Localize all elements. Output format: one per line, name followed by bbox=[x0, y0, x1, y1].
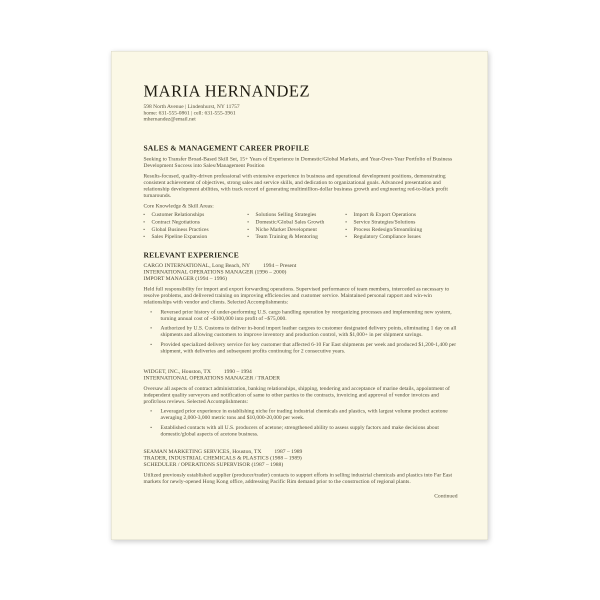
bullet-icon: ▪ bbox=[247, 234, 249, 239]
job-title: TRADER, INDUSTRIAL CHEMICALS & PLASTICS (1988 – 1989) bbox=[143, 454, 302, 461]
candidate-name: MARIA HERNANDEZ bbox=[143, 82, 311, 101]
skills-column-1 bbox=[144, 211, 248, 240]
skill-item bbox=[248, 226, 346, 233]
skill-item bbox=[144, 233, 248, 240]
job-title: SCHEDULER / OPERATIONS SUPERVISOR (1987 – 1988) bbox=[143, 461, 284, 468]
contact-phones: home: 631-555-0861 | cell: 631-555-3961 bbox=[143, 109, 236, 116]
skill-item bbox=[144, 226, 248, 233]
skill-item-label: Sales Pipeline Expansion bbox=[151, 233, 208, 240]
job-description: Held full responsibility for import and export forwarding operations. Supervised performance of team members, interceded as necessary to resolve problems, and delivered training on improving efficiencies and customer service. Maintained personal rapport and win-win relationships with vendor and clients. Selected Accomplishments: bbox=[143, 286, 450, 305]
bullet-icon: ▪ bbox=[345, 212, 347, 217]
company-line bbox=[144, 262, 458, 269]
skills-label: Core Knowledge & Skill Areas: bbox=[143, 202, 214, 209]
bullet-icon: ▪ bbox=[150, 309, 152, 314]
bullet-icon: ▪ bbox=[345, 219, 347, 224]
job-bullet-text: Established contacts with all U.S. producers of acetone; strengthened ability to assess supply factors and make decisions about domestic/global aspects of acetone business. bbox=[160, 424, 439, 437]
skill-item-label: Contract Negotiations bbox=[151, 218, 200, 225]
skill-item-label: Import & Export Operations bbox=[353, 211, 416, 218]
skill-item-label: Customer Relationships bbox=[151, 211, 205, 218]
company-name: WIDGET, INC., Houston, TX bbox=[143, 368, 211, 375]
profile-subtitle: Seeking to Transfer Broad-Based Skill Set, 15+ Years of Experience in Domestic/Global Markets, and Year-Over-Year Portfolio of Business Development Success into Sales/Management Position bbox=[143, 155, 453, 169]
bullet-icon: ▪ bbox=[143, 212, 145, 217]
bullet-icon: ▪ bbox=[247, 219, 249, 224]
skill-item-label: Solutions Selling Strategies bbox=[255, 211, 317, 218]
contact-block bbox=[144, 104, 458, 123]
job-title: INTERNATIONAL OPERATIONS MANAGER (1996 – 2000) bbox=[143, 268, 287, 275]
bullet-icon: ▪ bbox=[247, 212, 249, 217]
job-bullet bbox=[144, 424, 458, 437]
skill-item-label: Domestic/Global Sales Growth bbox=[255, 218, 325, 225]
bullet-icon: ▪ bbox=[150, 424, 152, 430]
bullet-icon: ▪ bbox=[247, 226, 249, 232]
job-dates: 1990 – 1994 bbox=[223, 368, 252, 375]
job-bullet-text: Authorized by U.S. Customs to deliver in-bond import leather cargoes to customer designated delivery points, eliminating 1 day on all shipments and allowing customers to improve inventory and production control, with $1,000+ in per shipment savings. bbox=[160, 325, 457, 338]
job-description: Utilized previously established supplier (producer/trader) contacts to support efforts in selling industrial chemicals and plastics into Far East markets for newly-opened Hong Kong office, addressing Pacific Rim demand prior to the construction of regional plants. bbox=[143, 472, 453, 485]
skills-column-2 bbox=[248, 211, 346, 240]
job-title: INTERNATIONAL OPERATIONS MANAGER / TRADER bbox=[143, 374, 280, 381]
skill-item bbox=[346, 233, 458, 240]
bullet-icon: ▪ bbox=[143, 234, 145, 239]
bullet-icon: ▪ bbox=[345, 234, 347, 239]
skill-item-label: Niche Market Development bbox=[255, 226, 317, 233]
job-description: Oversaw all aspects of contract administration, banking relationships, shipping, tendering and acceptance of marine details, appointment of independent quality surveyors and notification of same to other parties to the contracts, invoicing and approval of vendor invoices and profit/loss reviews. Selected Accomplishments: bbox=[143, 385, 450, 405]
contact-address: 598 North Avenue | Lindenhurst, NY 11757 bbox=[143, 103, 240, 110]
skill-item bbox=[248, 218, 346, 225]
job-title: IMPORT MANAGER (1994 – 1996) bbox=[143, 275, 227, 282]
skills-column-3 bbox=[346, 211, 458, 240]
profile-summary: Results-focused, quality-driven professional with extensive experience in business and operational development positions, demonstrating consistent achievement of objectives, strong sales and service skills, and dedication to organizational goals. Advanced presentation and relationship development abilities, with track record of generating multimillion-dollar business growth and engineering red-to-black profit turnarounds. bbox=[143, 173, 448, 199]
job-dates: 1994 – Present bbox=[263, 262, 297, 269]
job-block-widget-inc bbox=[144, 368, 458, 437]
job-bullet bbox=[144, 408, 458, 421]
job-block-cargo-international bbox=[144, 262, 458, 354]
skill-item-label: Regulatory Compliance Issues bbox=[353, 233, 421, 240]
experience-section-heading: RELEVANT EXPERIENCE bbox=[143, 251, 239, 260]
skill-item bbox=[248, 233, 346, 240]
job-block-seaman-marketing bbox=[144, 448, 458, 485]
job-bullet-text: Reversed prior history of under-performing U.S. cargo handling operation by reorganizing processes and implementing new system, turning annual cost of ~$100,000 into profit of ~$75,000. bbox=[160, 308, 452, 322]
bullet-icon: ▪ bbox=[150, 325, 152, 331]
bullet-icon: ▪ bbox=[150, 341, 152, 347]
bullet-icon: ▪ bbox=[143, 219, 145, 224]
skill-item-label: Service Strategies/Solutions bbox=[353, 218, 416, 225]
company-line bbox=[144, 368, 458, 375]
contact-email: mhernandez@email.net bbox=[143, 116, 196, 123]
skills-grid bbox=[144, 211, 458, 240]
job-bullet bbox=[144, 325, 458, 338]
bullet-icon: ▪ bbox=[143, 226, 145, 232]
skill-item bbox=[144, 218, 248, 225]
resume-page bbox=[111, 51, 488, 540]
job-bullet bbox=[144, 341, 458, 354]
job-bullet bbox=[144, 309, 458, 322]
skill-item bbox=[248, 211, 346, 218]
bullet-icon: ▪ bbox=[150, 408, 152, 414]
job-bullet-text: Provided specialized delivery service for key customer that affected 6-10 Far East shipments per week and produced $1,200-1,400 per shipment, with deliveries and subsequent profits continuing for 2 consecutive years. bbox=[160, 341, 457, 354]
skill-item bbox=[346, 211, 458, 218]
skill-item bbox=[346, 218, 458, 225]
skill-item bbox=[144, 211, 248, 218]
profile-section-heading: SALES & MANAGEMENT CAREER PROFILE bbox=[143, 144, 310, 153]
bullet-icon: ▪ bbox=[345, 226, 347, 232]
continued-label: Continued bbox=[434, 492, 458, 499]
skill-item bbox=[346, 226, 458, 233]
company-name: SEAMAN MARKETING SERVICES, Houston, TX bbox=[143, 448, 262, 455]
company-name: CARGO INTERNATIONAL, Long Beach, NY bbox=[143, 262, 251, 269]
skill-item-label: Process Redesign/Streamlining bbox=[353, 226, 423, 233]
skill-item-label: Global Business Practices bbox=[151, 226, 209, 233]
job-dates: 1987 – 1989 bbox=[274, 448, 303, 455]
skill-item-label: Team Training & Mentoring bbox=[255, 233, 318, 240]
job-bullet-text: Leveraged prior experience in establishing niche for trading industrial chemicals and plastics, with largest volume product acetone averaging 2,000-3,000 metric tons and $10,000-20,000 per week. bbox=[160, 408, 448, 421]
